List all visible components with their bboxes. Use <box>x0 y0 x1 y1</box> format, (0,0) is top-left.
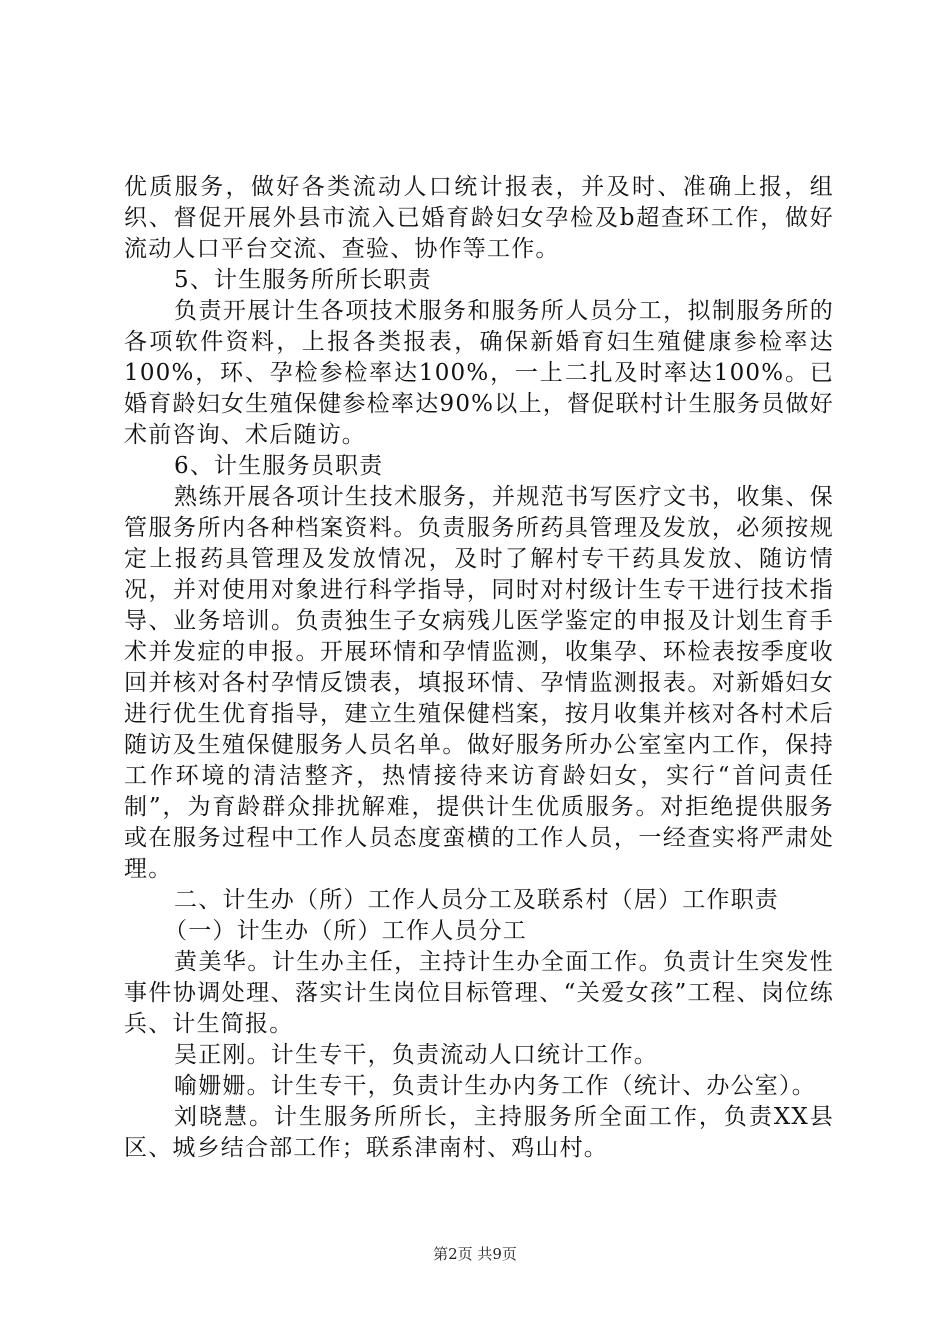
subsection-heading-1: （一）计生办（所）工作人员分工 <box>164 918 527 944</box>
paragraph-staff-yu: 喻姗姗。计生专干，负责计生办内务工作（统计、办公室）。 <box>174 1073 816 1099</box>
document-body <box>124 172 834 1164</box>
section-heading-6: 6、计生服务员职责 <box>174 453 384 479</box>
section-heading-5: 5、计生服务所所长职责 <box>174 267 432 293</box>
paragraph-staff-wu: 吴正刚。计生专干，负责流动人口统计工作。 <box>174 1042 658 1068</box>
page-number-footer: 第2页 共9页 <box>433 1245 517 1263</box>
section-heading-2: 二、计生办（所）工作人员分工及联系村（居）工作职责 <box>174 887 779 913</box>
paragraph-continuation: 优质服务，做好各类流动人口统计报表，并及时、准确上报，组织、督促开展外县市流入已婚育龄妇女孕检及b超查环工作，做好流动人口平台交流、查验、协作等工作。 <box>124 174 834 262</box>
paragraph-staff-liu: 刘晓慧。计生服务所所长，主持服务所全面工作，负责XX县区、城乡结合部工作；联系津南村、鸡山村。 <box>124 1104 834 1161</box>
paragraph-staff-huang: 黄美华。计生办主任，主持计生办全面工作。负责计生突发性事件协调处理、落实计生岗位目标管理、“关爱女孩”工程、岗位练兵、计生简报。 <box>124 949 834 1037</box>
paragraph-staff-duties: 熟练开展各项计生技术服务，并规范书写医疗文书，收集、保管服务所内各种档案资料。负责服务所药具管理及发放，必须按规定上报药具管理及发放情况，及时了解村专干药具发放、随访情况，并对使用对象进行科学指导，同时对村级计生专干进行技术指导、业务培训。负责独生子女病残儿医学鉴定的申报及计划生育手术并发症的申报。开展环情和孕情监测，收集孕、环检表按季度收回并核对各村孕情反馈表，填报环情、孕情监测报表。对新婚妇女进行优生优育指导，建立生殖保健档案，按月收集并核对各村术后随访及生殖保健服务人员名单。做好服务所办公室室内工作，保持工作环境的清洁整齐，热情接待来访育龄妇女，实行“首问责任制”，为育龄群众排扰解难，提供计生优质服务。对拒绝提供服务或在服务过程中工作人员态度蛮横的工作人员，一经查实将严肃处理。 <box>124 484 834 882</box>
paragraph-director-duties: 负责开展计生各项技术服务和服务所人员分工，拟制服务所的各项软件资料，上报各类报表，确保新婚育妇生殖健康参检率达100%，环、孕检参检率达100%，一上二扎及时率达100%。已婚育龄妇女生殖保健参检率达90%以上，督促联村计生服务员做好术前咨询、术后随访。 <box>124 298 834 448</box>
